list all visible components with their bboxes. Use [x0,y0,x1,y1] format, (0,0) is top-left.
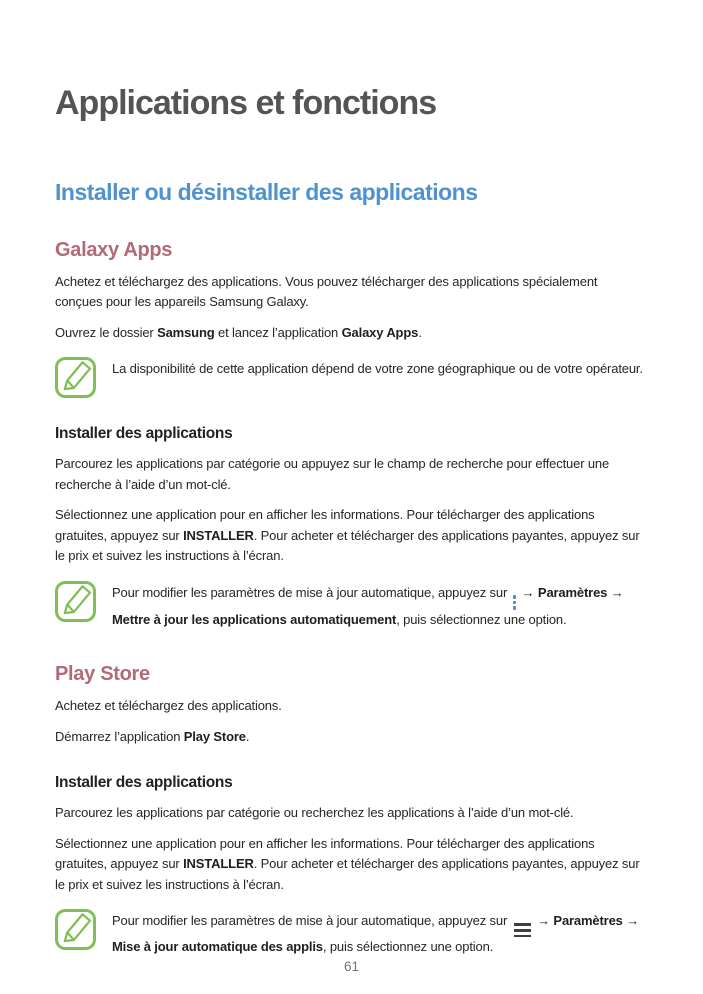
note-icon [55,357,96,398]
page-number: 61 [343,959,360,974]
paragraph: Démarrez l’application Play Store. [55,728,250,744]
paragraph: Ouvrez le dossier Samsung et lancez l’application Galaxy Apps. [55,324,422,340]
note-block [55,357,648,398]
note-block [55,909,648,958]
galaxy-apps-heading: Galaxy Apps [55,238,173,261]
section-heading: Installer ou désinstaller des applications [55,179,478,206]
note-icon [55,581,96,622]
menu-icon [514,923,531,937]
paragraph: Parcourez les applications par catégorie ou recherchez les applications à l’aide d’un mot-clé. [55,805,574,821]
play-store-heading: Play Store [55,663,150,686]
chapter-title: Applications et fonctions [55,84,437,122]
note-text: La disponibilité de cette application dépend de votre zone géographique ou de votre opérateur. [112,361,643,377]
install-apps-heading: Installer des applications [55,774,233,792]
paragraph: Parcourez les applications par catégorie ou appuyez sur le champ de recherche pour effectuer une recherche à l’aide d’un mot-clé. [55,456,610,492]
note-text: Pour modifier les paramètres de mise à jour automatique, appuyez sur → Paramètres → Mise à jour automatique des applis, puis sélectionnez une option. [112,913,640,955]
note-block [55,581,648,631]
more-vertical-icon [513,595,517,610]
paragraph: Sélectionnez une application pour en afficher les informations. Pour télécharger des applications gratuites, appuyez sur INSTALLER. Pour acheter et télécharger des applications payantes, appuyez sur le prix et suivez les instructions à l’écran. [55,835,640,892]
paragraph: Sélectionnez une application pour en afficher les informations. Pour télécharger des applications gratuites, appuyez sur INSTALLER. Pour acheter et télécharger des applications payantes, appuyez sur le prix et suivez les instructions à l’écran. [55,507,640,564]
note-icon [55,909,96,950]
paragraph: Achetez et téléchargez des applications. [55,698,282,714]
install-apps-heading: Installer des applications [55,425,233,443]
note-text: Pour modifier les paramètres de mise à jour automatique, appuyez sur → Paramètres → Mettre à jour les applications automatiquement, puis sélectionnez une option. [112,584,624,627]
paragraph: Achetez et téléchargez des applications. Vous pouvez télécharger des applications spécialement conçues pour les appareils Samsung Galaxy. [55,273,598,310]
